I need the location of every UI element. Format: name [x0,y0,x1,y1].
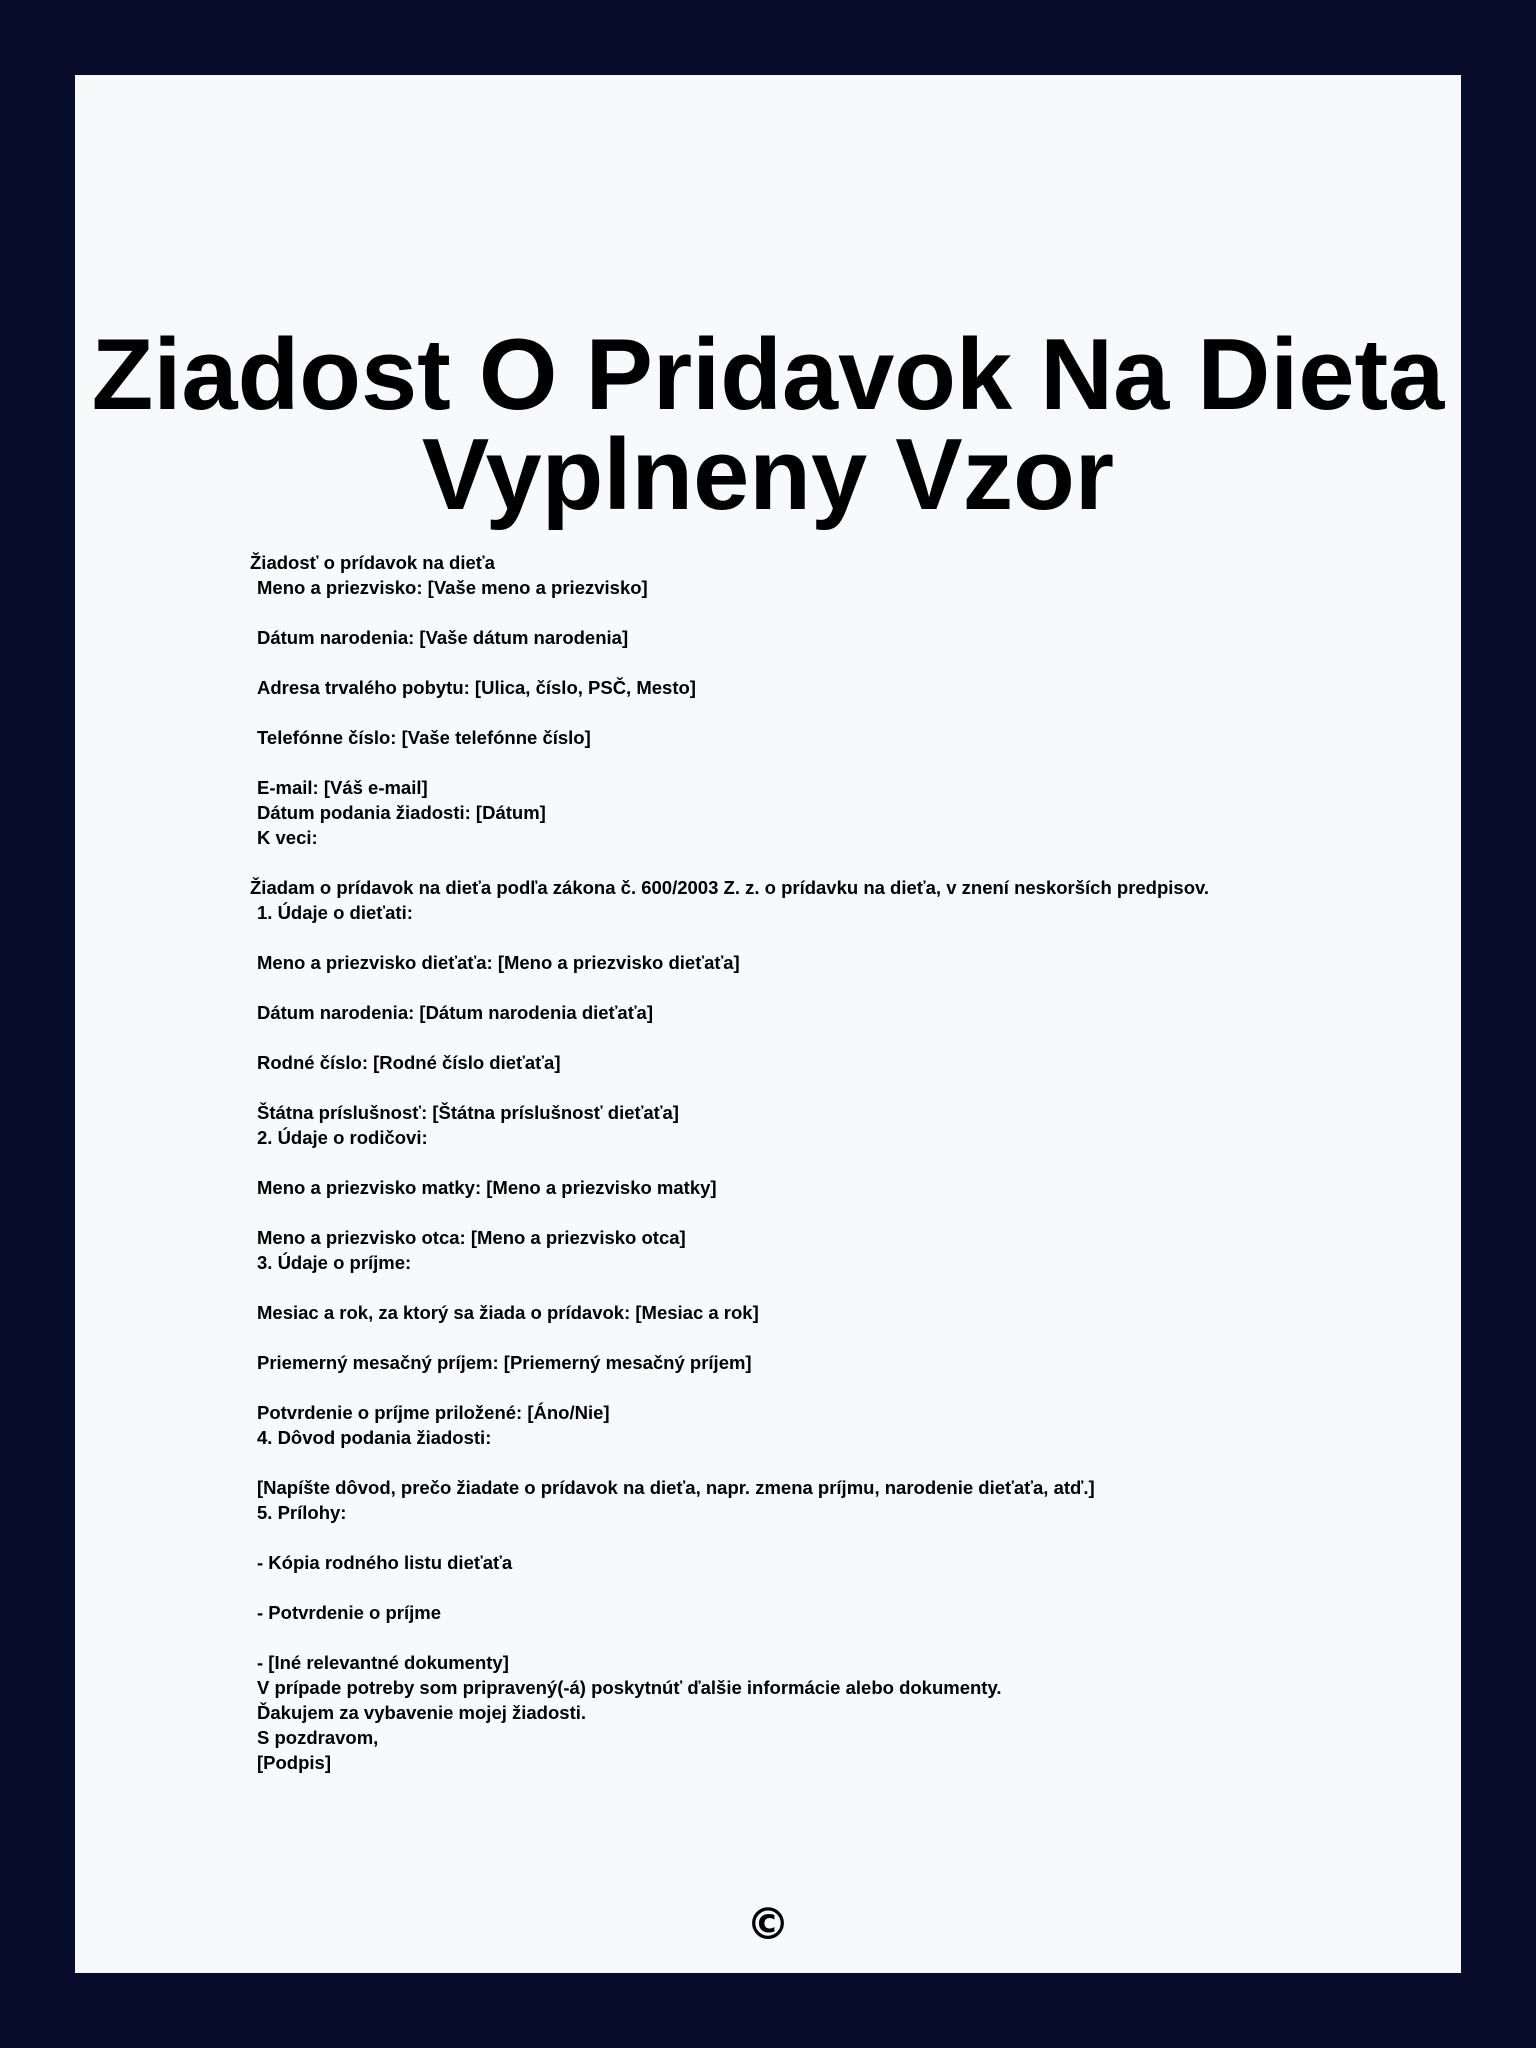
blank-line [250,750,1286,775]
copyright-icon: © [746,1899,790,1950]
blank-line [250,1575,1286,1600]
document-line: 1. Údaje o dieťati: [257,902,413,923]
document-line: Adresa trvalého pobytu: [Ulica, číslo, PSČ, Mesto] [257,677,696,698]
document-line: [Podpis] [257,1752,331,1773]
blank-line [250,1025,1286,1050]
document-line: - Potvrdenie o príjme [257,1602,442,1623]
document-line: Meno a priezvisko dieťaťa: [Meno a priezvisko dieťaťa] [257,952,740,973]
document-line: Žiadosť o prídavok na dieťa [250,552,495,573]
document-line: Žiadam o prídavok na dieťa podľa zákona č. 600/2003 Z. z. o prídavku na dieťa, v znení neskorších predpisov. [250,877,1210,898]
blank-line [250,1375,1286,1400]
document-line: Ďakujem za vybavenie mojej žiadosti. [257,1702,587,1723]
document-line: Rodné číslo: [Rodné číslo dieťaťa] [257,1052,561,1073]
document-line: Meno a priezvisko: [Vaše meno a priezvisko] [257,577,648,598]
blank-line [250,1625,1286,1650]
document-line: V prípade potreby som pripravený(-á) poskytnúť ďalšie informácie alebo dokumenty. [257,1677,1002,1698]
blank-line [250,1325,1286,1350]
document-line: Meno a priezvisko otca: [Meno a priezvisko otca] [257,1227,686,1248]
document-line: [Napíšte dôvod, prečo žiadate o prídavok na dieťa, napr. zmena príjmu, narodenie dieťaťa, atď.] [257,1477,1095,1498]
blank-line [250,600,1286,625]
blank-line [250,925,1286,950]
document-line: Dátum narodenia: [Dátum narodenia dieťaťa] [257,1002,654,1023]
document-line: - [Iné relevantné dokumenty] [257,1652,509,1673]
document-line: Mesiac a rok, za ktorý sa žiada o prídavok: [Mesiac a rok] [257,1302,759,1323]
document-line: S pozdravom, [257,1727,379,1748]
title-line-2: Vyplneny Vzor [421,419,1115,531]
document-line: K veci: [257,827,318,848]
document-line: - Kópia rodného listu dieťaťa [257,1552,513,1573]
document-line: 5. Prílohy: [257,1502,347,1523]
document-page [75,75,1461,1973]
blank-line [250,1075,1286,1100]
document-line: E-mail: [Váš e-mail] [257,777,428,798]
document-line: Potvrdenie o príjme priložené: [Áno/Nie] [257,1402,610,1423]
blank-line [250,1275,1286,1300]
blank-line [250,1525,1286,1550]
document-line: Dátum narodenia: [Vaše dátum narodenia] [257,627,629,648]
blank-line [250,1150,1286,1175]
document-body [250,550,1286,1775]
page-title [75,319,1461,531]
blank-line [250,850,1286,875]
blank-line [250,975,1286,1000]
blank-line [250,700,1286,725]
document-line: Meno a priezvisko matky: [Meno a priezvisko matky] [257,1177,717,1198]
document-line: Telefónne číslo: [Vaše telefónne číslo] [257,727,591,748]
title-line-1: Ziadost O Pridavok Na Dieta [91,319,1445,431]
blank-line [250,1200,1286,1225]
document-line: 3. Údaje o príjme: [257,1252,412,1273]
blank-line [250,650,1286,675]
blank-line [250,1450,1286,1475]
document-line: 2. Údaje o rodičovi: [257,1127,428,1148]
document-line: Priemerný mesačný príjem: [Priemerný mesačný príjem] [257,1352,752,1373]
document-line: Dátum podania žiadosti: [Dátum] [257,802,546,823]
document-line: 4. Dôvod podania žiadosti: [257,1427,492,1448]
document-line: Štátna príslušnosť: [Štátna príslušnosť dieťaťa] [257,1102,679,1123]
